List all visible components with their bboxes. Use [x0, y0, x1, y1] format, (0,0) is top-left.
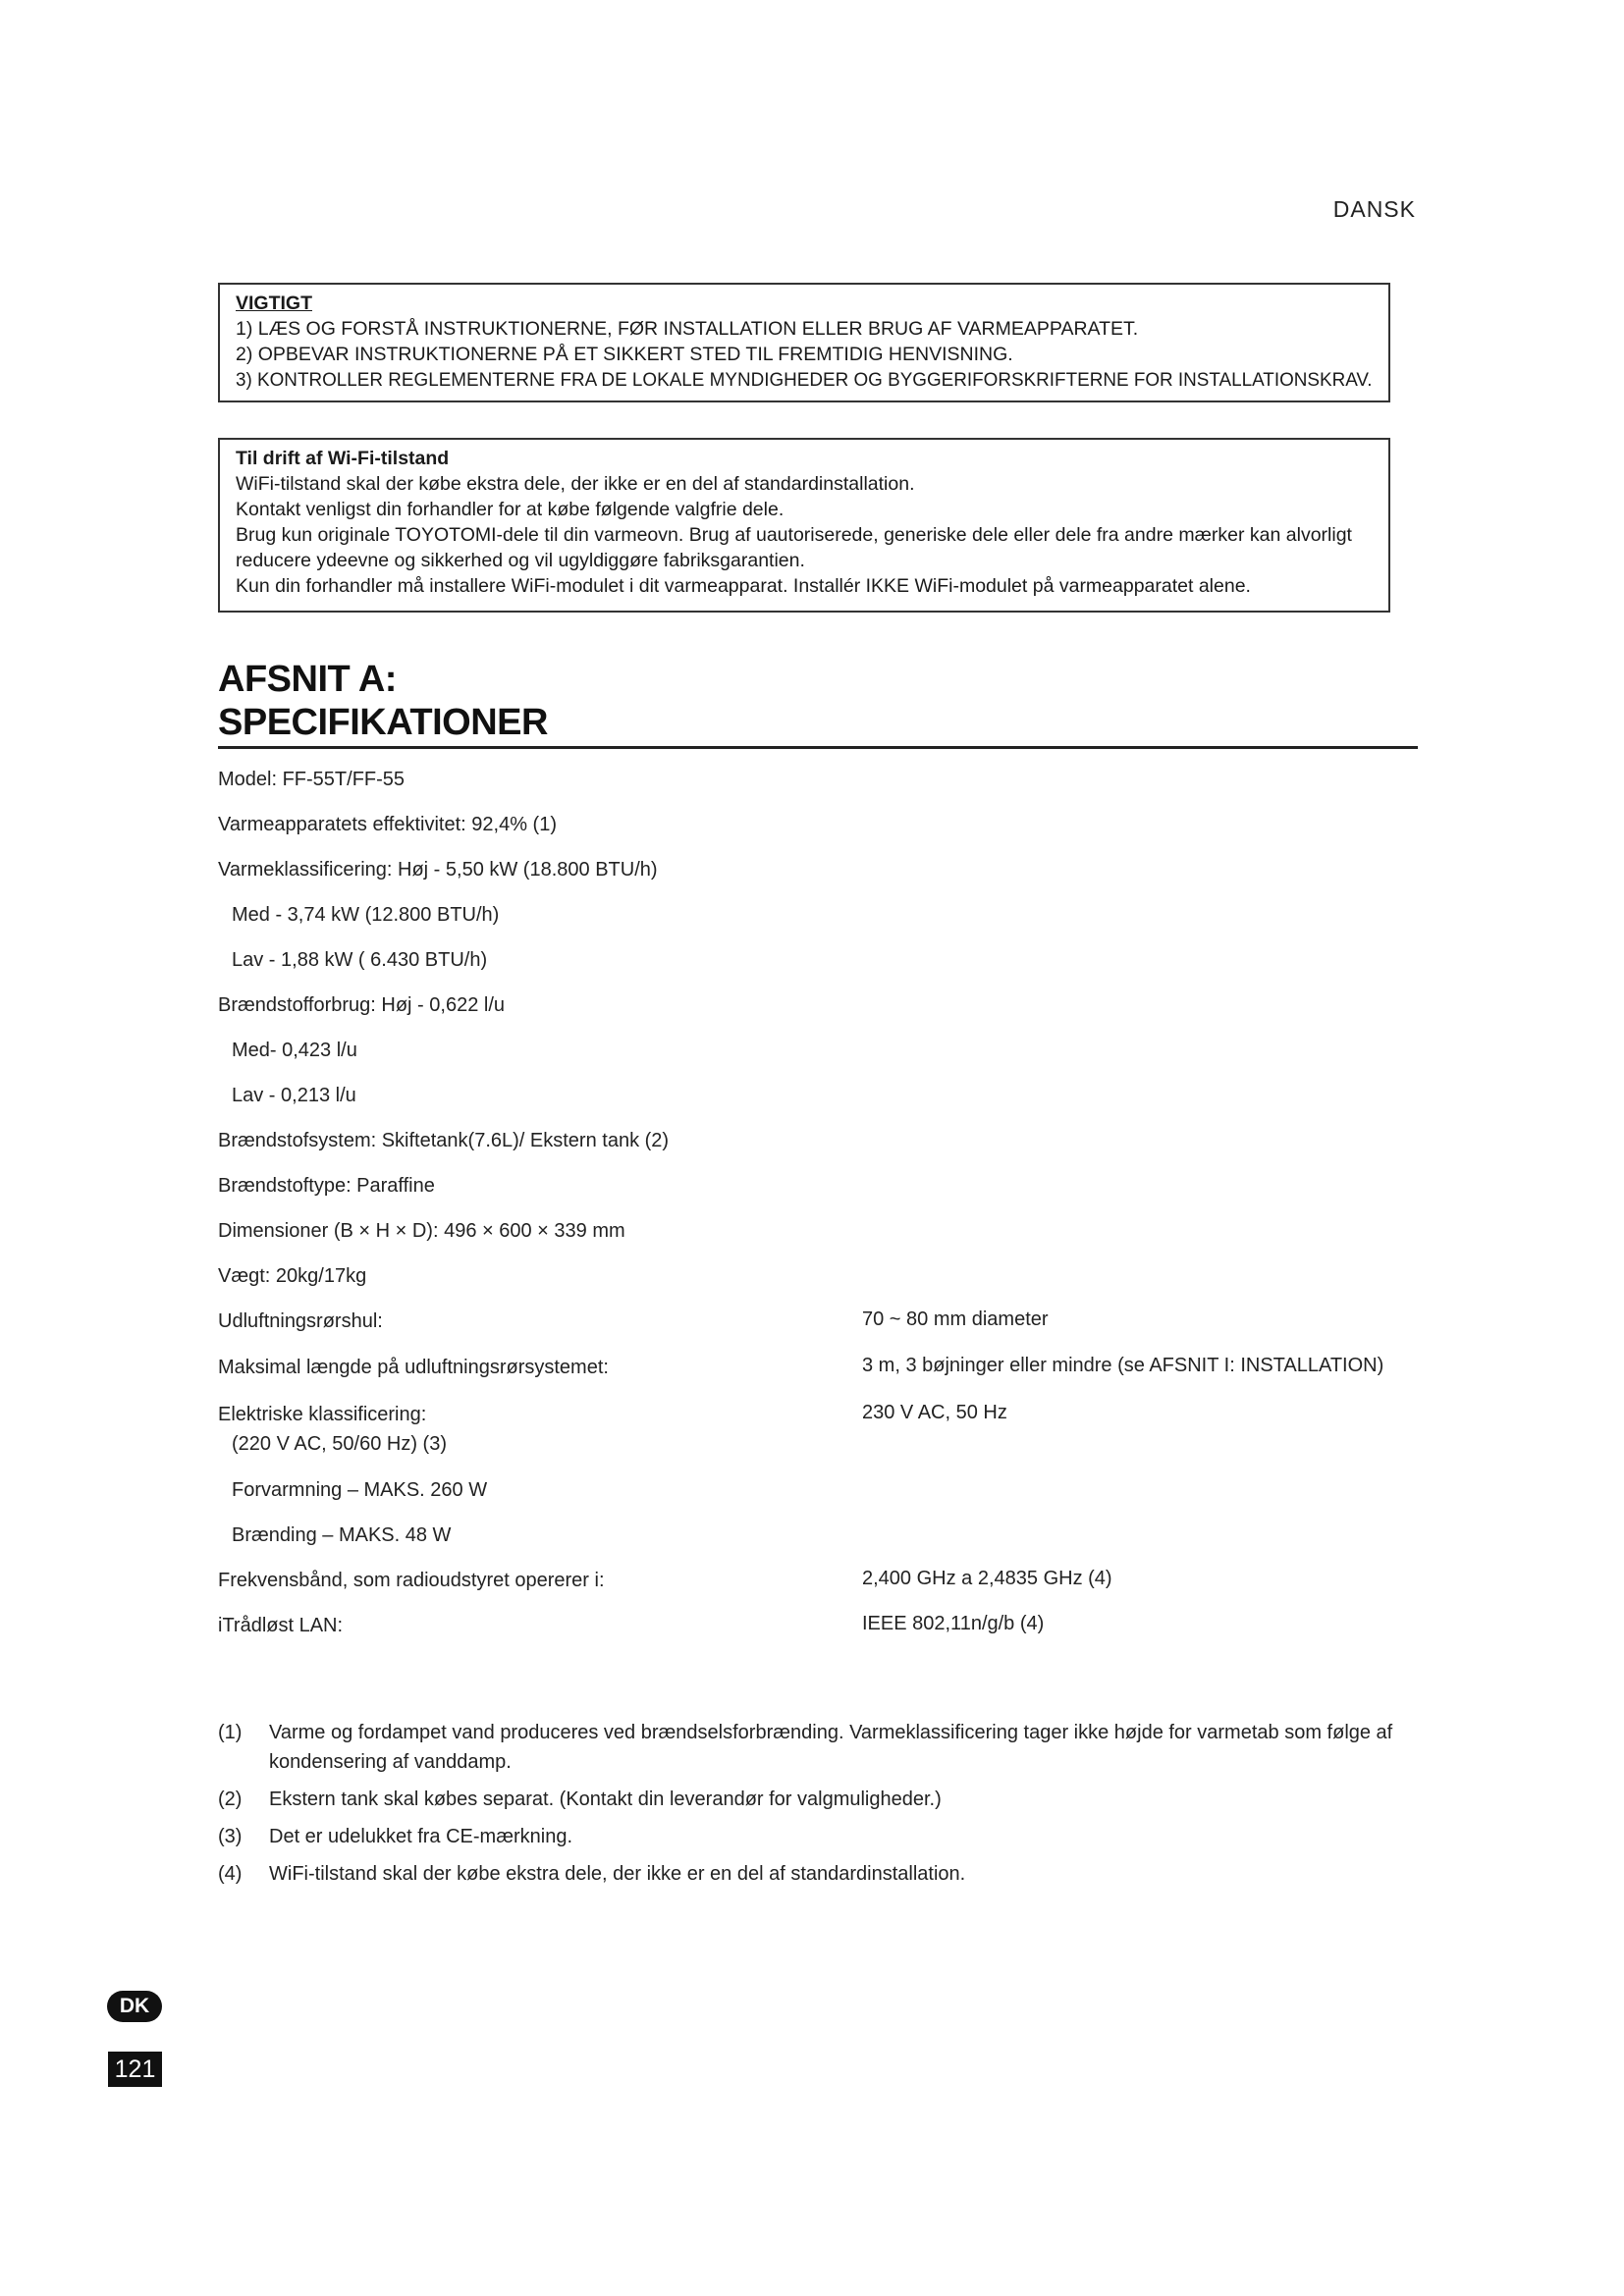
footnote: [218, 1718, 1418, 1777]
page-number: 121: [108, 2052, 162, 2087]
spec-lan-label: iTrådløst LAN:: [218, 1615, 344, 1636]
wifi-notice-line: WiFi-tilstand skal der købe ekstra dele, der ikke er en del af standardinstallation.: [236, 473, 915, 495]
footnote-text: Varme og fordampet vand produceres ved brændselsforbrænding. Varmeklassificering tager ikke højde for varmetab som følge af kondensering af vanddamp.: [269, 1722, 1393, 1773]
footnote: [218, 1859, 1418, 1889]
footnote-number: (1): [218, 1722, 243, 1743]
footnote-number: (4): [218, 1863, 243, 1885]
section-title: [218, 658, 1416, 744]
spec-fuel-low: Lav - 0,213 l/u: [232, 1085, 356, 1106]
spec-fuel-high: Brændstofforbrug: Høj - 0,622 l/u: [218, 994, 505, 1016]
footnote-text: Ekstern tank skal købes separat. (Kontakt din leverandør for valgmuligheder.): [269, 1789, 942, 1810]
section-title-line1: AFSNIT A:: [218, 659, 397, 700]
important-notice-box: [218, 283, 1390, 402]
spec-max-length-label: Maksimal længde på udluftningsrørsystemet:: [218, 1357, 609, 1378]
spec-preheat: Forvarmning – MAKS. 260 W: [232, 1479, 488, 1501]
footnote: [218, 1822, 1418, 1851]
spec-heat-rating-high: Varmeklassificering: Høj - 5,50 kW (18.800 BTU/h): [218, 859, 658, 881]
spec-heat-rating-med: Med - 3,74 kW (12.800 BTU/h): [232, 904, 500, 926]
spec-lan-value: IEEE 802,11n/g/b (4): [862, 1613, 1045, 1634]
wifi-notice-line: Brug kun originale TOYOTOMI-dele til din varmeovn. Brug af uautoriserede, generiske dele eller dele fra andre mærker kan alvorligt reducere ydeevne og sikkerhed og vil ugyldiggøre fabriksgarantien.: [236, 524, 1352, 571]
spec-frequency-value: 2,400 GHz a 2,4835 GHz (4): [862, 1568, 1112, 1589]
important-notice-line: 3) KONTROLLER REGLEMENTERNE FRA DE LOKALE MYNDIGHEDER OG BYGGERIFORSKRIFTERNE FOR INSTALLATIONSKRAV.: [236, 369, 1373, 391]
spec-weight: Vægt: 20kg/17kg: [218, 1265, 367, 1287]
section-title-line2: SPECIFIKATIONER: [218, 702, 548, 743]
spec-electrical-label: Elektriske klassificering:: [218, 1404, 427, 1425]
footnote-number: (2): [218, 1789, 243, 1810]
spec-fuel-med: Med- 0,423 l/u: [232, 1040, 357, 1061]
spec-fuel-type: Brændstoftype: Paraffine: [218, 1175, 435, 1197]
footnote-text: Det er udelukket fra CE-mærkning.: [269, 1826, 573, 1847]
important-notice-title: VIGTIGT: [236, 293, 312, 314]
spec-burning: Brænding – MAKS. 48 W: [232, 1524, 452, 1546]
spec-vent-hole-value: 70 ~ 80 mm diameter: [862, 1308, 1049, 1330]
wifi-notice-line: Kun din forhandler må installere WiFi-modulet i dit varmeapparat. Installér IKKE WiFi-modulet på varmeapparatet alene.: [236, 575, 1251, 597]
footnote-text: WiFi-tilstand skal der købe ekstra dele, der ikke er en del af standardinstallation.: [269, 1863, 966, 1885]
wifi-notice-title: Til drift af Wi-Fi-tilstand: [236, 448, 450, 469]
spec-frequency-label: Frekvensbånd, som radioudstyret opererer i:: [218, 1570, 605, 1591]
spec-dimensions: Dimensioner (B × H × D): 496 × 600 × 339 mm: [218, 1220, 625, 1242]
language-label: DANSK: [1332, 196, 1416, 222]
spec-model: Model: FF-55T/FF-55: [218, 769, 406, 790]
spec-max-length-value: 3 m, 3 bøjninger eller mindre (se AFSNIT I: INSTALLATION): [862, 1355, 1384, 1376]
language-badge: DK: [107, 1991, 162, 2022]
important-notice-line: 1) LÆS OG FORSTÅ INSTRUKTIONERNE, FØR INSTALLATION ELLER BRUG AF VARMEAPPARATET.: [236, 318, 1139, 340]
spec-efficiency: Varmeapparatets effektivitet: 92,4% (1): [218, 814, 557, 835]
important-notice-line: 2) OPBEVAR INSTRUKTIONERNE PÅ ET SIKKERT STED TIL FREMTIDIG HENVISNING.: [236, 344, 1013, 365]
spec-electrical-value: 230 V AC, 50 Hz: [862, 1402, 1007, 1423]
footnote: [218, 1785, 1418, 1814]
footnote-number: (3): [218, 1826, 243, 1847]
spec-vent-hole-label: Udluftningsrørshul:: [218, 1310, 383, 1332]
spec-heat-rating-low: Lav - 1,88 kW ( 6.430 BTU/h): [232, 949, 488, 971]
footnotes: [218, 1718, 1418, 1896]
spec-electrical-sub: (220 V AC, 50/60 Hz) (3): [232, 1433, 447, 1455]
wifi-notice-box: [218, 438, 1390, 613]
spec-fuel-system: Brændstofsystem: Skiftetank(7.6L)/ Ekstern tank (2): [218, 1130, 670, 1151]
title-divider: [218, 746, 1418, 749]
wifi-notice-line: Kontakt venligst din forhandler for at købe følgende valgfrie dele.: [236, 499, 785, 520]
